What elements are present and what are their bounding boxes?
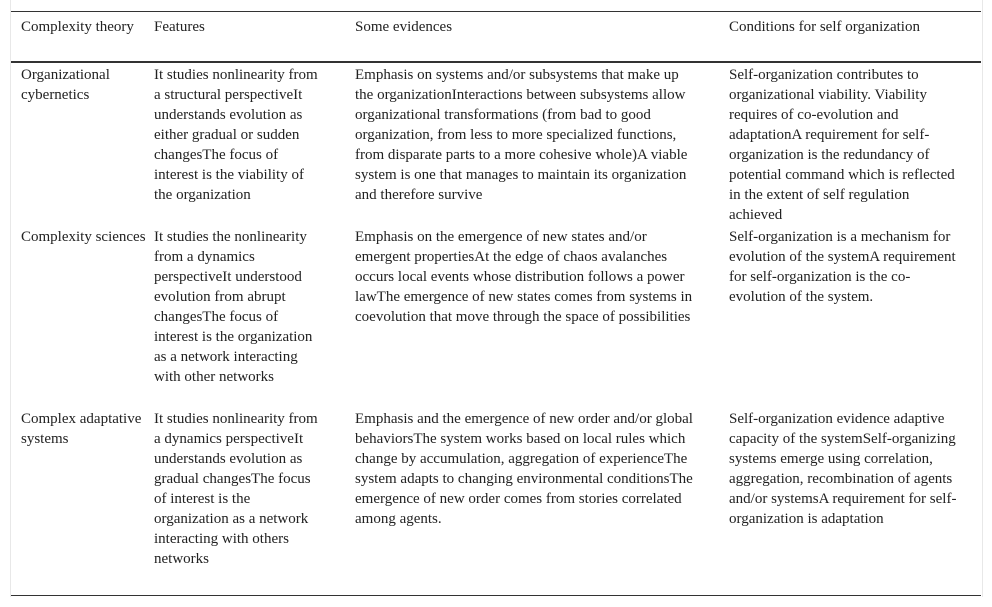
table-bottom-rule — [11, 595, 981, 596]
row-1-conditions: Self-organization contributes to organizational viability. Viability requires of co-evolution and adaptationA requirement for self-organization is the redundancy of potential command which is reflected in the extent of self regulation achieved — [729, 67, 955, 223]
row-3-theory: Complex adaptative systems — [21, 411, 142, 447]
header-conditions: Conditions for self organization — [729, 19, 920, 35]
table-header-rule — [11, 61, 981, 63]
header-some-evidences: Some evidences — [355, 19, 453, 35]
row-2-conditions: Self-organization is a mechanism for evolution of the systemA requirement for self-organization is the co-evolution of the system. — [729, 229, 956, 305]
header-complexity-theory: Complexity theory — [21, 19, 134, 35]
header-features: Features — [154, 19, 205, 35]
row-2-evidences: Emphasis on the emergence of new states and/or emergent propertiesAt the edge of chaos avalanches occurs local events whose distribution follows a power lawThe emergence of new states comes from systems in coevolution that move through the space of possibilities — [355, 229, 693, 325]
row-3-conditions: Self-organization evidence adaptive capacity of the systemSelf-organizing systems emerge using correlation, aggregation, recombination of agents and/or systemsA requirement for self-organization is adaptation — [729, 411, 957, 527]
row-2-theory: Complexity sciences — [21, 229, 146, 245]
table-top-rule — [11, 11, 981, 12]
row-2-features: It studies the nonlinearity from a dynamics perspectiveIt understood evolution from abrupt changesThe focus of interest is the organization as a network interacting with other networks — [154, 229, 313, 385]
row-3-evidences: Emphasis and the emergence of new order and/or global behaviorsThe system works based on local rules which change by accumulation, aggregation of experienceThe system adapts to changing environmental conditionsThe emergence of new order comes from stories correlated among agents. — [355, 411, 693, 527]
row-1-theory: Organizational cybernetics — [21, 67, 110, 103]
row-1-evidences: Emphasis on systems and/or subsystems that make up the organizationInteractions between subsystems allow organizational transformations (from bad to good organization, from less to more specialized functions, from disparate parts to a more cohesive whole)A viable system is one that manages to maintain its organization and therefore survive — [355, 67, 688, 203]
row-3-features: It studies nonlinearity from a dynamics perspectiveIt understands evolution as gradual changesThe focus of interest is the organization as a network interacting with others networks — [154, 411, 318, 567]
row-1-features: It studies nonlinearity from a structural perspectiveIt understands evolution as either gradual or sudden changesThe focus of interest is the viability of the organization — [154, 67, 318, 203]
